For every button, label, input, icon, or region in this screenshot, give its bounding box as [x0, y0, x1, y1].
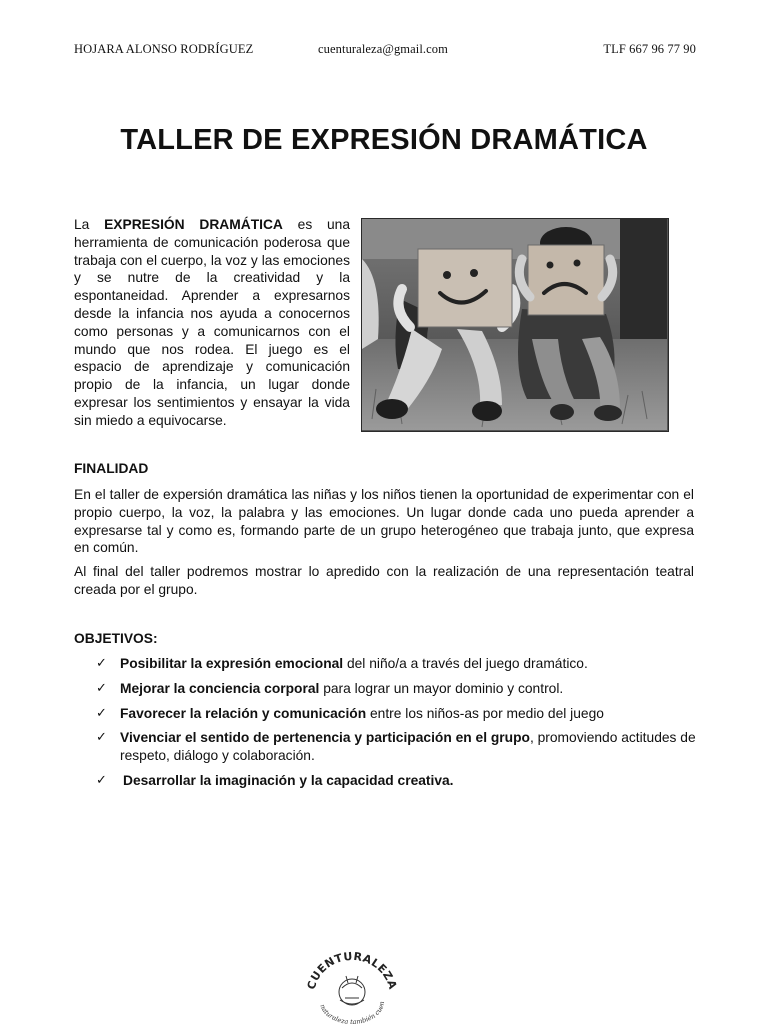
finalidad-paragraph-2: Al final del taller podremos mostrar lo apredido con la realización de una representación teatral creada por el grupo. [74, 564, 694, 597]
objetivo-bold: Posibilitar la expresión emocional [120, 656, 344, 671]
checkmark-icon: ✓ [96, 730, 107, 746]
objetivo-rest: entre los niños-as por medio del juego [366, 705, 604, 721]
svg-text:CUENTURALEZA [305, 950, 400, 991]
header-name: HOJARA ALONSO RODRÍGUEZ [74, 42, 254, 56]
header-phone: TLF 667 96 77 90 [603, 42, 696, 56]
objetivo-item [96, 680, 700, 698]
checkmark-icon: ✓ [96, 656, 107, 671]
objetivos-list [96, 655, 700, 797]
finalidad-paragraph-1: En el taller de expersión dramática las niñas y los niños tienen la oportunidad de experimentar con el propio cuerpo, la voz, la palabra y las emociones. Un lugar donde cada uno pueda aprender a expresarse tal y como es, formando parte de un grupo heterogéneo que trabaja junto, que expresa en común. [74, 487, 694, 556]
checkmark-icon: ✓ [96, 680, 107, 696]
intro-bold-term: EXPRESIÓN DRAMÁTICA [104, 217, 283, 232]
objetivo-item [96, 772, 700, 790]
logo-bottom-text: naturaleza también cuen [318, 1000, 387, 1024]
logo-top-text: CUENTURALEZA [304, 949, 400, 991]
objetivo-item [96, 655, 700, 673]
children-with-face-masks-photo [361, 218, 669, 432]
objetivo-rest: , promoviendo actitudes de respeto, diálogo y colaboración. [120, 730, 696, 764]
header-email: cuenturaleza@gmail.com [318, 42, 448, 56]
objetivo-bold: Mejorar la conciencia corporal [120, 680, 320, 696]
intro-rest: es una herramienta de comunicación poderosa que trabaja con el cuerpo, la voz y las emociones y se nutre de la creatividad y la espontaneidad. Aprender a expresarnos desde la infancia nos ayuda a conocernos como personas y a comunicarnos con el mundo que nos rodea. El juego es el espacio de aprendizaje y comunicación propio de la infancia, un lugar donde expresar los sentimientos y ensayar la vida sin miedo a equivocarse. [74, 217, 350, 428]
objetivos-heading: OBJETIVOS: [74, 631, 158, 646]
objetivo-bold: Vivenciar el sentido de pertenencia y participación en el grupo [120, 730, 530, 746]
finalidad-heading: FINALIDAD [74, 461, 149, 476]
objetivo-bold: Favorecer la relación y comunicación [120, 705, 367, 721]
logo-drawing-icon [339, 976, 365, 1005]
checkmark-icon: ✓ [96, 772, 107, 788]
cuenturaleza-logo [300, 948, 404, 1024]
page-title: TALLER DE EXPRESIÓN DRAMÁTICA [120, 124, 648, 156]
photo-illustration [362, 219, 667, 430]
objetivo-rest: para lograr un mayor dominio y control. [319, 680, 564, 696]
objetivo-item [96, 705, 700, 723]
objetivo-item [96, 729, 700, 765]
objetivo-bold: Desarrollar la imaginación y la capacidad creativa. [123, 772, 454, 788]
intro-paragraph [74, 216, 350, 430]
objetivo-rest: del niño/a a través del juego dramático. [343, 656, 588, 671]
intro-prefix: La [74, 217, 105, 232]
logo-graphic [300, 948, 404, 1024]
checkmark-icon: ✓ [96, 705, 107, 721]
